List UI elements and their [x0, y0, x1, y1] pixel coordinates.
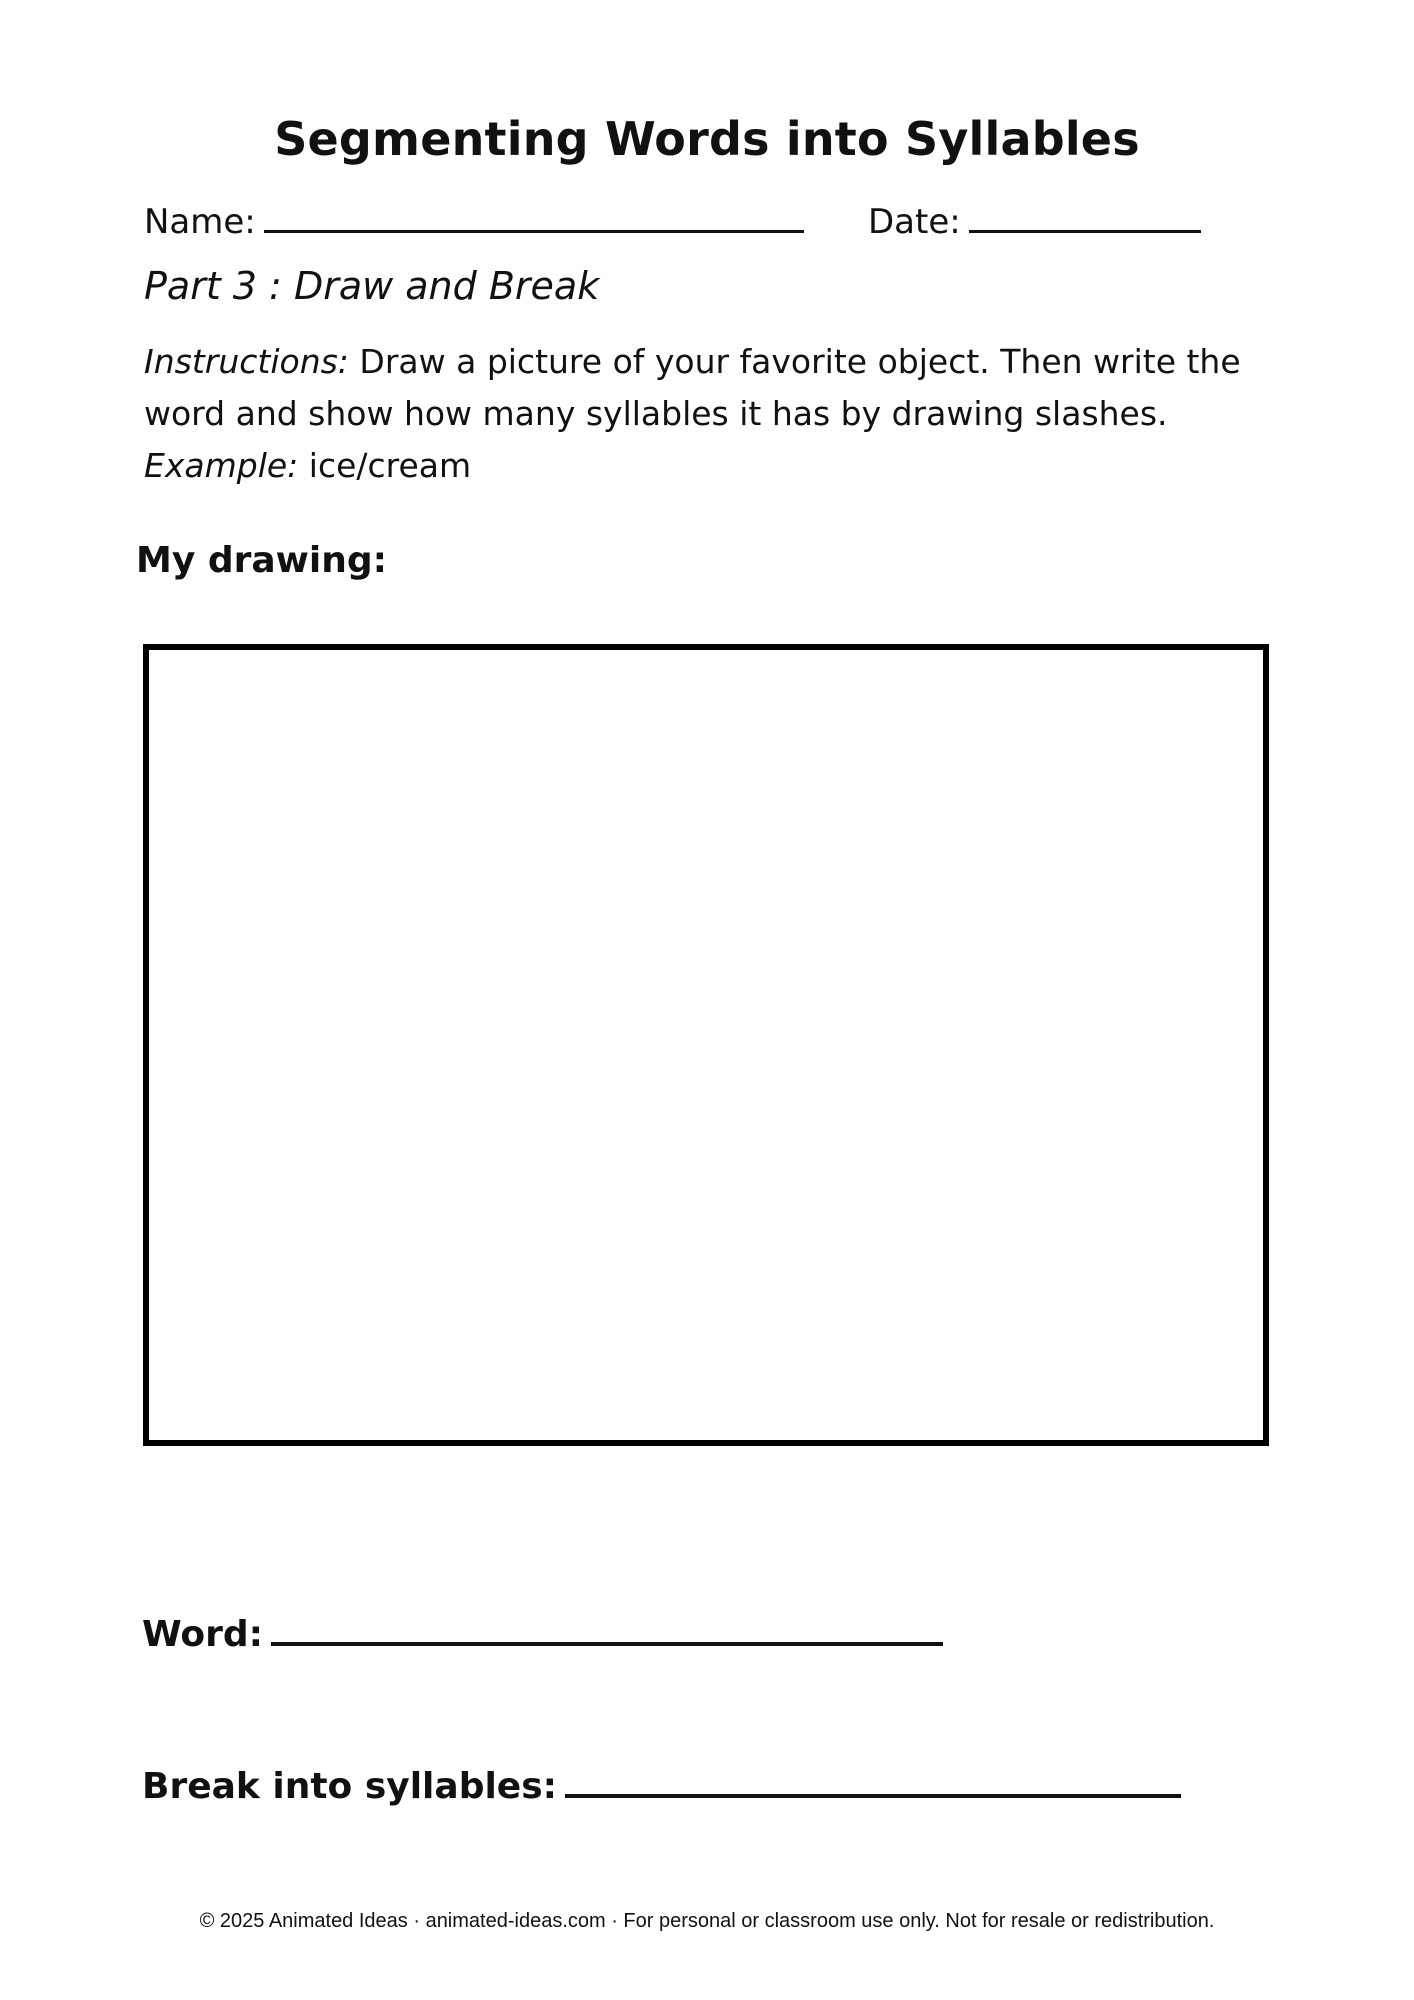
- drawing-area[interactable]: [143, 644, 1269, 1446]
- name-blank-line[interactable]: [264, 196, 804, 233]
- date-blank-line[interactable]: [969, 196, 1201, 233]
- word-blank-line[interactable]: [271, 1608, 943, 1646]
- example-text: ice/cream: [298, 446, 472, 485]
- instructions-label: Instructions:: [144, 342, 349, 381]
- example-label: Example:: [144, 446, 299, 485]
- syllables-field[interactable]: [142, 1760, 1181, 1807]
- instructions-text: Draw a picture of your favorite object. Then write the word and show how many syllables it has by drawing slashes.: [144, 342, 1241, 433]
- instructions-block: [144, 336, 1274, 492]
- date-field[interactable]: [868, 196, 1201, 242]
- drawing-label: My drawing:: [136, 540, 388, 581]
- syllables-label: Break into syllables:: [142, 1766, 558, 1807]
- word-field[interactable]: [142, 1608, 943, 1655]
- name-field[interactable]: [144, 196, 804, 242]
- worksheet-title: Segmenting Words into Syllables: [274, 112, 1140, 166]
- syllables-blank-line[interactable]: [565, 1760, 1181, 1798]
- date-label: Date:: [868, 202, 961, 242]
- word-label: Word:: [142, 1614, 264, 1655]
- copyright-footer: © 2025 Animated Ideas · animated-ideas.com · For personal or classroom use only. Not for resale or redistribution.: [199, 1910, 1215, 1932]
- name-label: Name:: [144, 202, 256, 242]
- part-title: Part 3 : Draw and Break: [144, 264, 600, 308]
